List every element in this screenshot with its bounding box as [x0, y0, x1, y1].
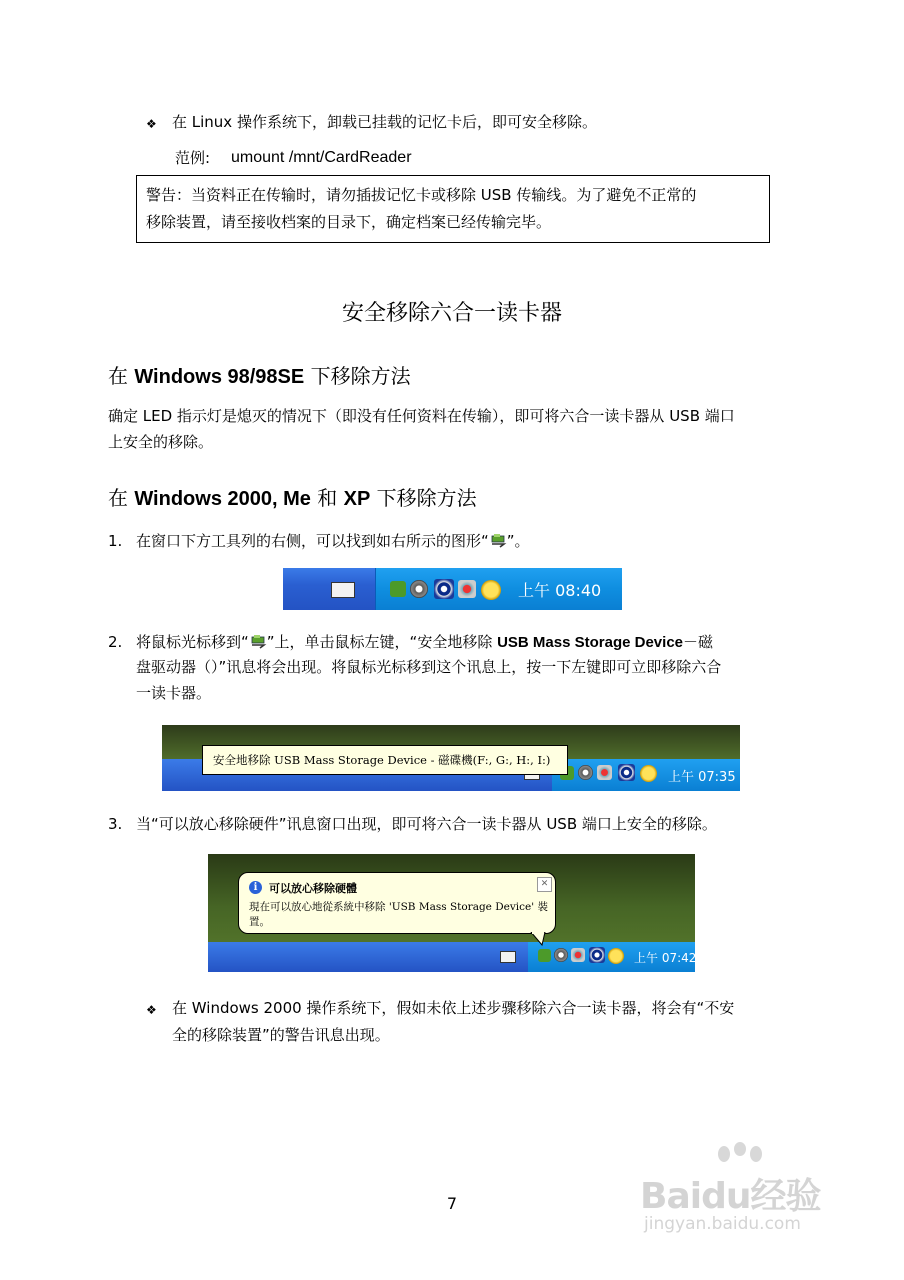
balloon-text-2: 置。 [249, 916, 270, 928]
keyboard-icon [331, 582, 355, 598]
network-icon[interactable] [571, 948, 585, 962]
step-2-line-3: 一读卡器。 [136, 684, 212, 702]
speaker-icon[interactable] [410, 580, 428, 598]
page-title: 安全移除六合一读卡器 [341, 301, 562, 326]
heading-xp-pre: 在 [108, 486, 135, 510]
safe-to-remove-balloon[interactable] [238, 872, 556, 934]
messenger-icon[interactable] [640, 765, 657, 782]
warning-line-2: 移除装置，请至接收档案的目录下，确定档案已经传输完毕。 [146, 213, 552, 231]
heading-xp-bold-1: Windows 2000, Me [134, 488, 311, 510]
warning-label: 警告： [146, 186, 192, 204]
balloon-title: 可以放心移除硬體 [269, 882, 357, 895]
speaker-icon[interactable] [578, 765, 593, 780]
network-icon[interactable] [458, 580, 476, 598]
tray-clock-3: 上午 07:42 [634, 951, 697, 965]
warning-line-1 [146, 184, 696, 206]
bullet-icon: ❖ [146, 1003, 157, 1017]
safely-remove-hardware-icon [489, 532, 507, 548]
keyboard-icon [500, 951, 516, 963]
warning-text-1: 当资料正在传输时，请勿插拔记忆卡或移除 USB 传输线。为了避免不正常的 [191, 186, 697, 204]
wireless-icon[interactable] [434, 579, 454, 599]
heading-win98-pre: 在 [108, 364, 135, 388]
step-2-a: 将鼠标光标移到“ [136, 633, 249, 651]
heading-xp-post: 下移除方法 [370, 486, 477, 510]
system-tray [375, 568, 622, 610]
balloon-text-1: 現在可以放心地從系統中移除 'USB Mass Storage Device' 裝 [249, 901, 548, 913]
tooltip-text: 安全地移除 USB Mass Storage Device - 磁碟機(F:, G:, H:, I:) [213, 753, 551, 767]
taskbar-screenshot-1 [283, 568, 621, 610]
heading-win98 [108, 362, 411, 391]
info-icon: i [249, 881, 262, 894]
bullet-icon: ❖ [146, 117, 157, 131]
step-2-line-2: 盘驱动器（）”讯息将会出现。将鼠标光标移到这个讯息上，按一下左键即可立即移除六合 [136, 658, 722, 676]
heading-xp-bold-2: XP [343, 488, 371, 510]
speaker-icon[interactable] [554, 948, 568, 962]
page-number: 7 [446, 1194, 458, 1213]
safely-remove-icon[interactable] [538, 949, 551, 962]
heading-win98-post: 下移除方法 [304, 364, 411, 388]
note-line-1: 在 Windows 2000 操作系统下，假如未依上述步骤移除六合一读卡器，将会有“不安 [172, 999, 735, 1017]
step-1-post: ”。 [506, 532, 530, 550]
balloon-pointer [530, 932, 550, 946]
safely-remove-icon[interactable] [390, 581, 406, 597]
tray-clock-2: 上午 07:35 [668, 770, 736, 785]
watermark-url: jingyan.baidu.com [644, 1214, 801, 1234]
safely-remove-tooltip[interactable] [202, 745, 568, 775]
tray-clock-1: 上午 08:40 [518, 581, 602, 600]
win98-text-2: 上安全的移除。 [108, 433, 214, 451]
messenger-icon[interactable] [481, 580, 501, 600]
example-label: 范例: [175, 149, 211, 167]
messenger-icon[interactable] [608, 948, 624, 964]
step-1-text [136, 530, 530, 552]
win98-text-1: 确定 LED 指示灯是熄灭的情况下（即没有任何资料在传输），即可将六合一读卡器从 USB 端口 [108, 407, 735, 425]
heading-winxp [108, 484, 477, 513]
step-2-bold: USB Mass Storage Device [497, 634, 684, 651]
baidu-watermark [640, 1142, 870, 1242]
step-2-b: ”上，单击鼠标左键，“安全地移除 [266, 633, 498, 651]
step-2-number: 2. [108, 633, 123, 651]
step-3-text: 当“可以放心移除硬件”讯息窗口出现，即可将六合一读卡器从 USB 端口上安全的移除。 [136, 815, 717, 833]
tooltip-screenshot [162, 725, 740, 791]
wireless-icon[interactable] [618, 764, 635, 781]
heading-win98-bold: Windows 98/98SE [134, 366, 305, 388]
close-icon[interactable]: ✕ [537, 877, 552, 892]
step-2-c: －磁 [683, 633, 714, 651]
heading-xp-mid: 和 [310, 486, 344, 510]
balloon-screenshot [208, 854, 695, 972]
network-icon[interactable] [597, 765, 612, 780]
step-1-number: 1. [108, 532, 123, 550]
wireless-icon[interactable] [589, 947, 605, 963]
step-3-number: 3. [108, 815, 123, 833]
linux-text: 在 Linux 操作系统下，卸载已挂载的记忆卡后，即可安全移除。 [172, 113, 597, 131]
safely-remove-hardware-icon [249, 633, 267, 649]
note-line-2: 全的移除装置”的警告讯息出现。 [172, 1026, 390, 1044]
step-2-line-1 [136, 631, 713, 654]
step-1-pre: 在窗口下方工具列的右侧，可以找到如右所示的图形“ [136, 532, 489, 550]
watermark-brand: Baidu经验 [640, 1176, 821, 1217]
example-command: umount /mnt/CardReader [231, 149, 412, 166]
